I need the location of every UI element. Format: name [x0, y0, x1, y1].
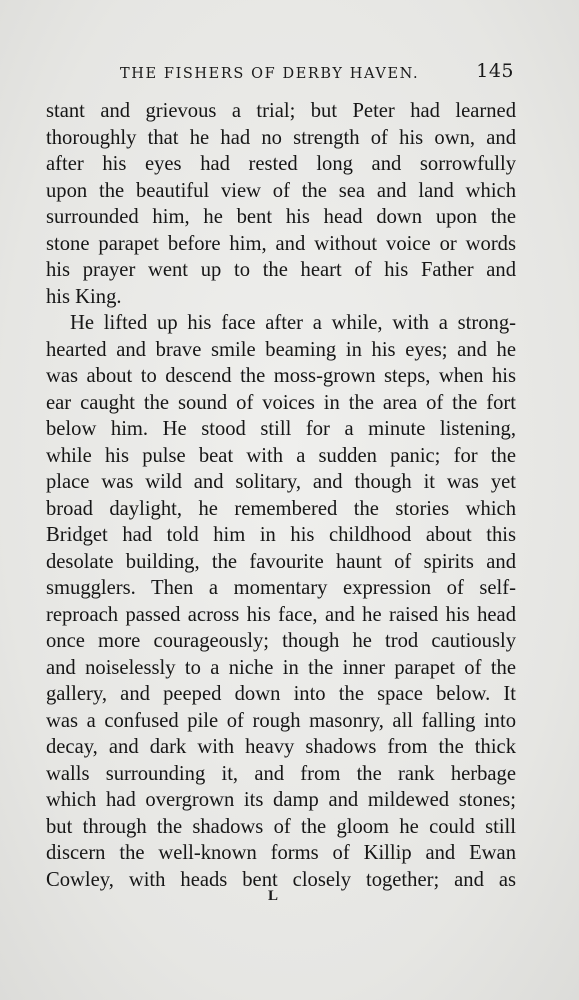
- text-line: stant and grievous a trial; but Peter had learned: [46, 100, 516, 122]
- text-line: after his eyes had rested long and sorrowfully: [46, 153, 516, 175]
- text-line: broad daylight, he remembered the stories which: [46, 497, 516, 520]
- text-line: was about to descend the moss-grown steps, when his: [46, 365, 516, 387]
- text-line: surrounded him, he bent his head down upon the: [46, 206, 516, 228]
- text-line: gallery, and peeped down into the space below. It: [46, 683, 516, 705]
- text-line: desolate building, the favourite haunt of spirits and: [46, 550, 516, 573]
- text-line: decay, and dark with heavy shadows from the thick: [46, 736, 516, 758]
- text-line: and noiselessly to a niche in the inner parapet of the: [46, 656, 516, 679]
- text-line: discern the well-known forms of Killip and Ewan: [46, 842, 516, 864]
- page-number: 145: [476, 60, 514, 82]
- text-line: which had overgrown its damp and mildewed stones;: [46, 789, 516, 811]
- text-line: his prayer went up to the heart of his Father and: [46, 259, 516, 281]
- running-head: [120, 60, 520, 88]
- text-line: ear caught the sound of voices in the area of the fort: [46, 391, 516, 414]
- text-line: below him. He stood still for a minute listening,: [46, 418, 516, 440]
- signature-mark: L: [268, 888, 279, 904]
- text-line: Cowley, with heads bent closely together; and as: [46, 868, 516, 891]
- text-line: stone parapet before him, and without voice or words: [46, 232, 516, 255]
- text-line: upon the beautiful view of the sea and land which: [46, 179, 516, 202]
- text-line: reproach passed across his face, and he raised his head: [46, 603, 516, 626]
- text-line: while his pulse beat with a sudden panic; for the: [46, 444, 516, 467]
- body-text: [46, 98, 516, 893]
- text-line: was a confused pile of rough masonry, all falling into: [46, 709, 516, 732]
- text-line: Bridget had told him in his childhood about this: [46, 524, 516, 546]
- text-line: but through the shadows of the gloom he could still: [46, 815, 516, 838]
- text-line: place was wild and solitary, and though it was yet: [46, 471, 516, 493]
- text-line: smugglers. Then a momentary expression of self-: [46, 577, 516, 599]
- text-line: thoroughly that he had no strength of his own, and: [46, 126, 516, 149]
- running-title: THE FISHERS OF DERBY HAVEN.: [120, 66, 420, 82]
- text-line: hearted and brave smile beaming in his eyes; and he: [46, 338, 516, 361]
- paragraph-start-line: He lifted up his face after a while, with a strong-: [70, 312, 516, 334]
- text-line: once more courageously; though he trod cautiously: [46, 630, 516, 652]
- text-line: walls surrounding it, and from the rank herbage: [46, 762, 516, 785]
- text-line: his King.: [46, 285, 122, 308]
